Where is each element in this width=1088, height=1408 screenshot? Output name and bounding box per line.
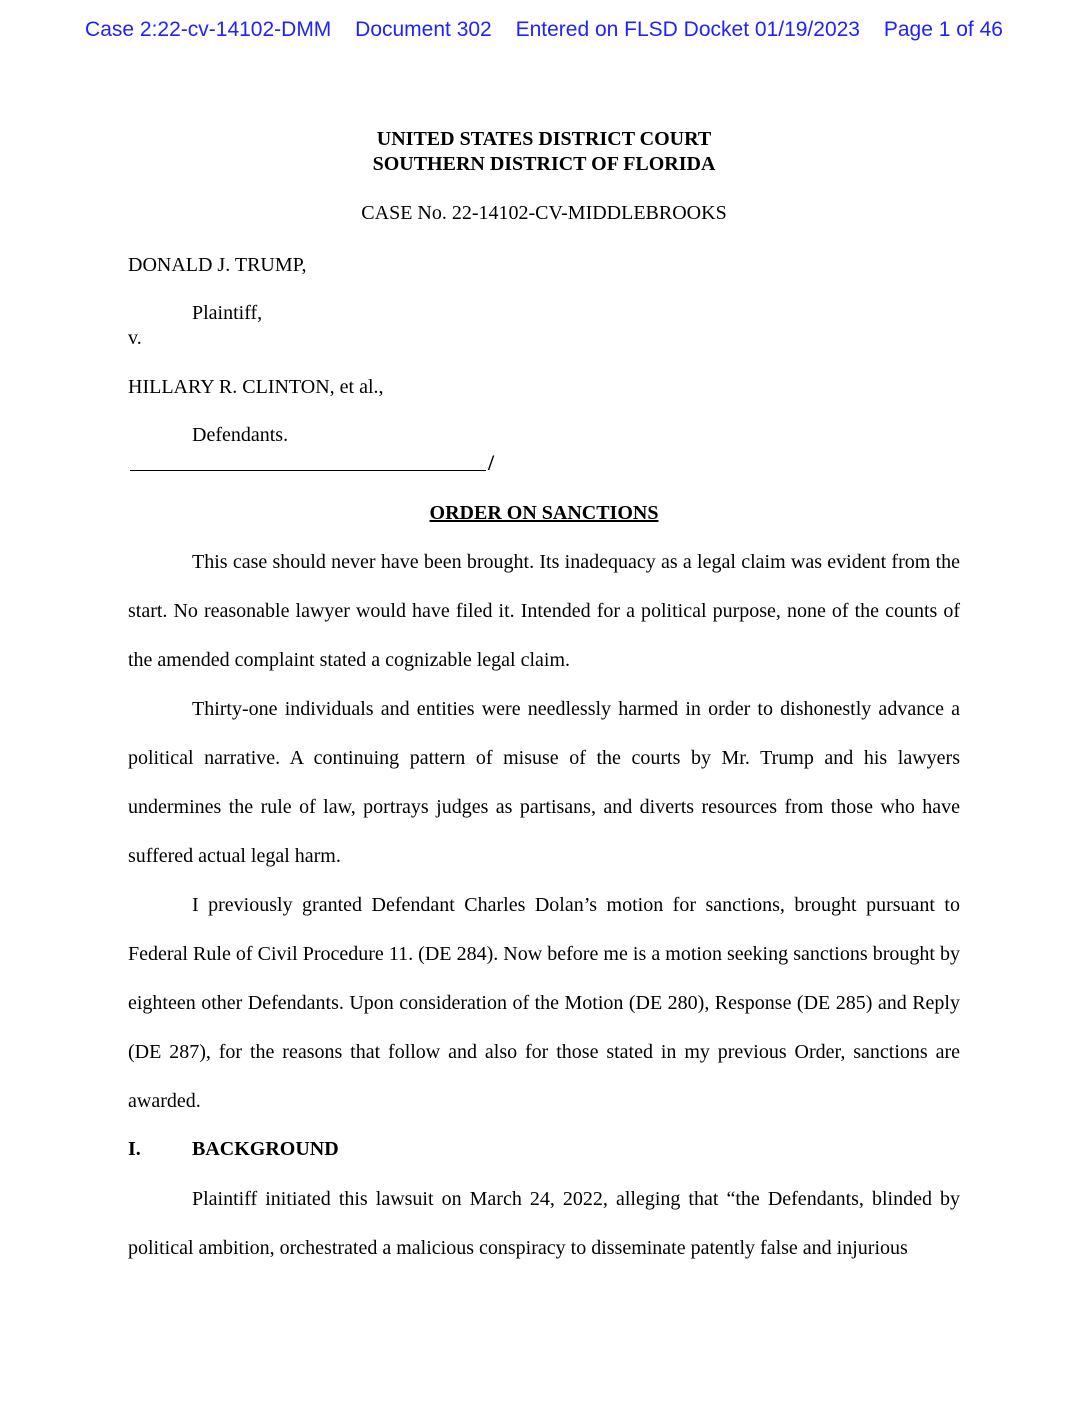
header-page-number: Page 1 of 46: [883, 18, 1003, 41]
paragraph-2: [128, 685, 960, 881]
plaintiff-name: DONALD J. TRUMP,: [128, 254, 307, 276]
docket-header: [0, 18, 1088, 42]
court-name-line-1: UNITED STATES DISTRICT COURT: [376, 128, 712, 150]
paragraph-text: This case should never have been brought. Its inadequacy as a legal claim was evident from the start. No reasonable lawyer would have filed it. Intended for a political purpose, none of the counts of the amended complaint stated a cognizable legal claim.: [128, 551, 960, 671]
background-paragraph: [128, 1175, 960, 1273]
paragraph-text: Plaintiff initiated this lawsuit on March 24, 2022, alleging that “the Defendants, blinded by political ambition, orchestrated a malicious conspiracy to disseminate patently false and injurious: [128, 1188, 960, 1259]
paragraph-3: [128, 881, 960, 1126]
court-name-line-2: SOUTHERN DISTRICT OF FLORIDA: [372, 153, 716, 175]
caption-slash: /: [488, 450, 495, 475]
defendant-name: HILLARY R. CLINTON, et al.,: [128, 376, 384, 398]
paragraph-1: [128, 538, 960, 685]
paragraph-text: Thirty-one individuals and entities were needlessly harmed in order to dishonestly advance a political narrative. A continuing pattern of misuse of the courts by Mr. Trump and his lawyers undermines the rule of law, portrays judges as partisans, and diverts resources from those who have suffered actual legal harm.: [128, 698, 960, 867]
versus: v.: [128, 327, 142, 349]
section-heading: [128, 1138, 339, 1161]
order-title: ORDER ON SANCTIONS: [429, 502, 659, 524]
section-title: BACKGROUND: [192, 1138, 339, 1160]
plaintiff-role: Plaintiff,: [192, 302, 263, 324]
header-document-number: Document 302: [355, 18, 492, 41]
case-number: CASE No. 22-14102-CV-MIDDLEBROOKS: [361, 202, 727, 224]
paragraph-text: I previously granted Defendant Charles Dolan’s motion for sanctions, brought pursuant to Federal Rule of Civil Procedure 11. (DE 284). Now before me is a motion seeking sanctions brought by eighteen other Defendants. Upon consideration of the Motion (DE 280), Response (DE 285) and Reply (DE 287), for the reasons that follow and also for those stated in my previous Order, sanctions are awarded.: [128, 894, 960, 1112]
defendant-role: Defendants.: [192, 424, 289, 446]
section-number: I.: [128, 1138, 141, 1160]
caption-divider-line: [130, 470, 486, 471]
header-case-number: Case 2:22-cv-14102-DMM: [85, 18, 332, 41]
header-entered-date: Entered on FLSD Docket 01/19/2023: [515, 18, 860, 41]
